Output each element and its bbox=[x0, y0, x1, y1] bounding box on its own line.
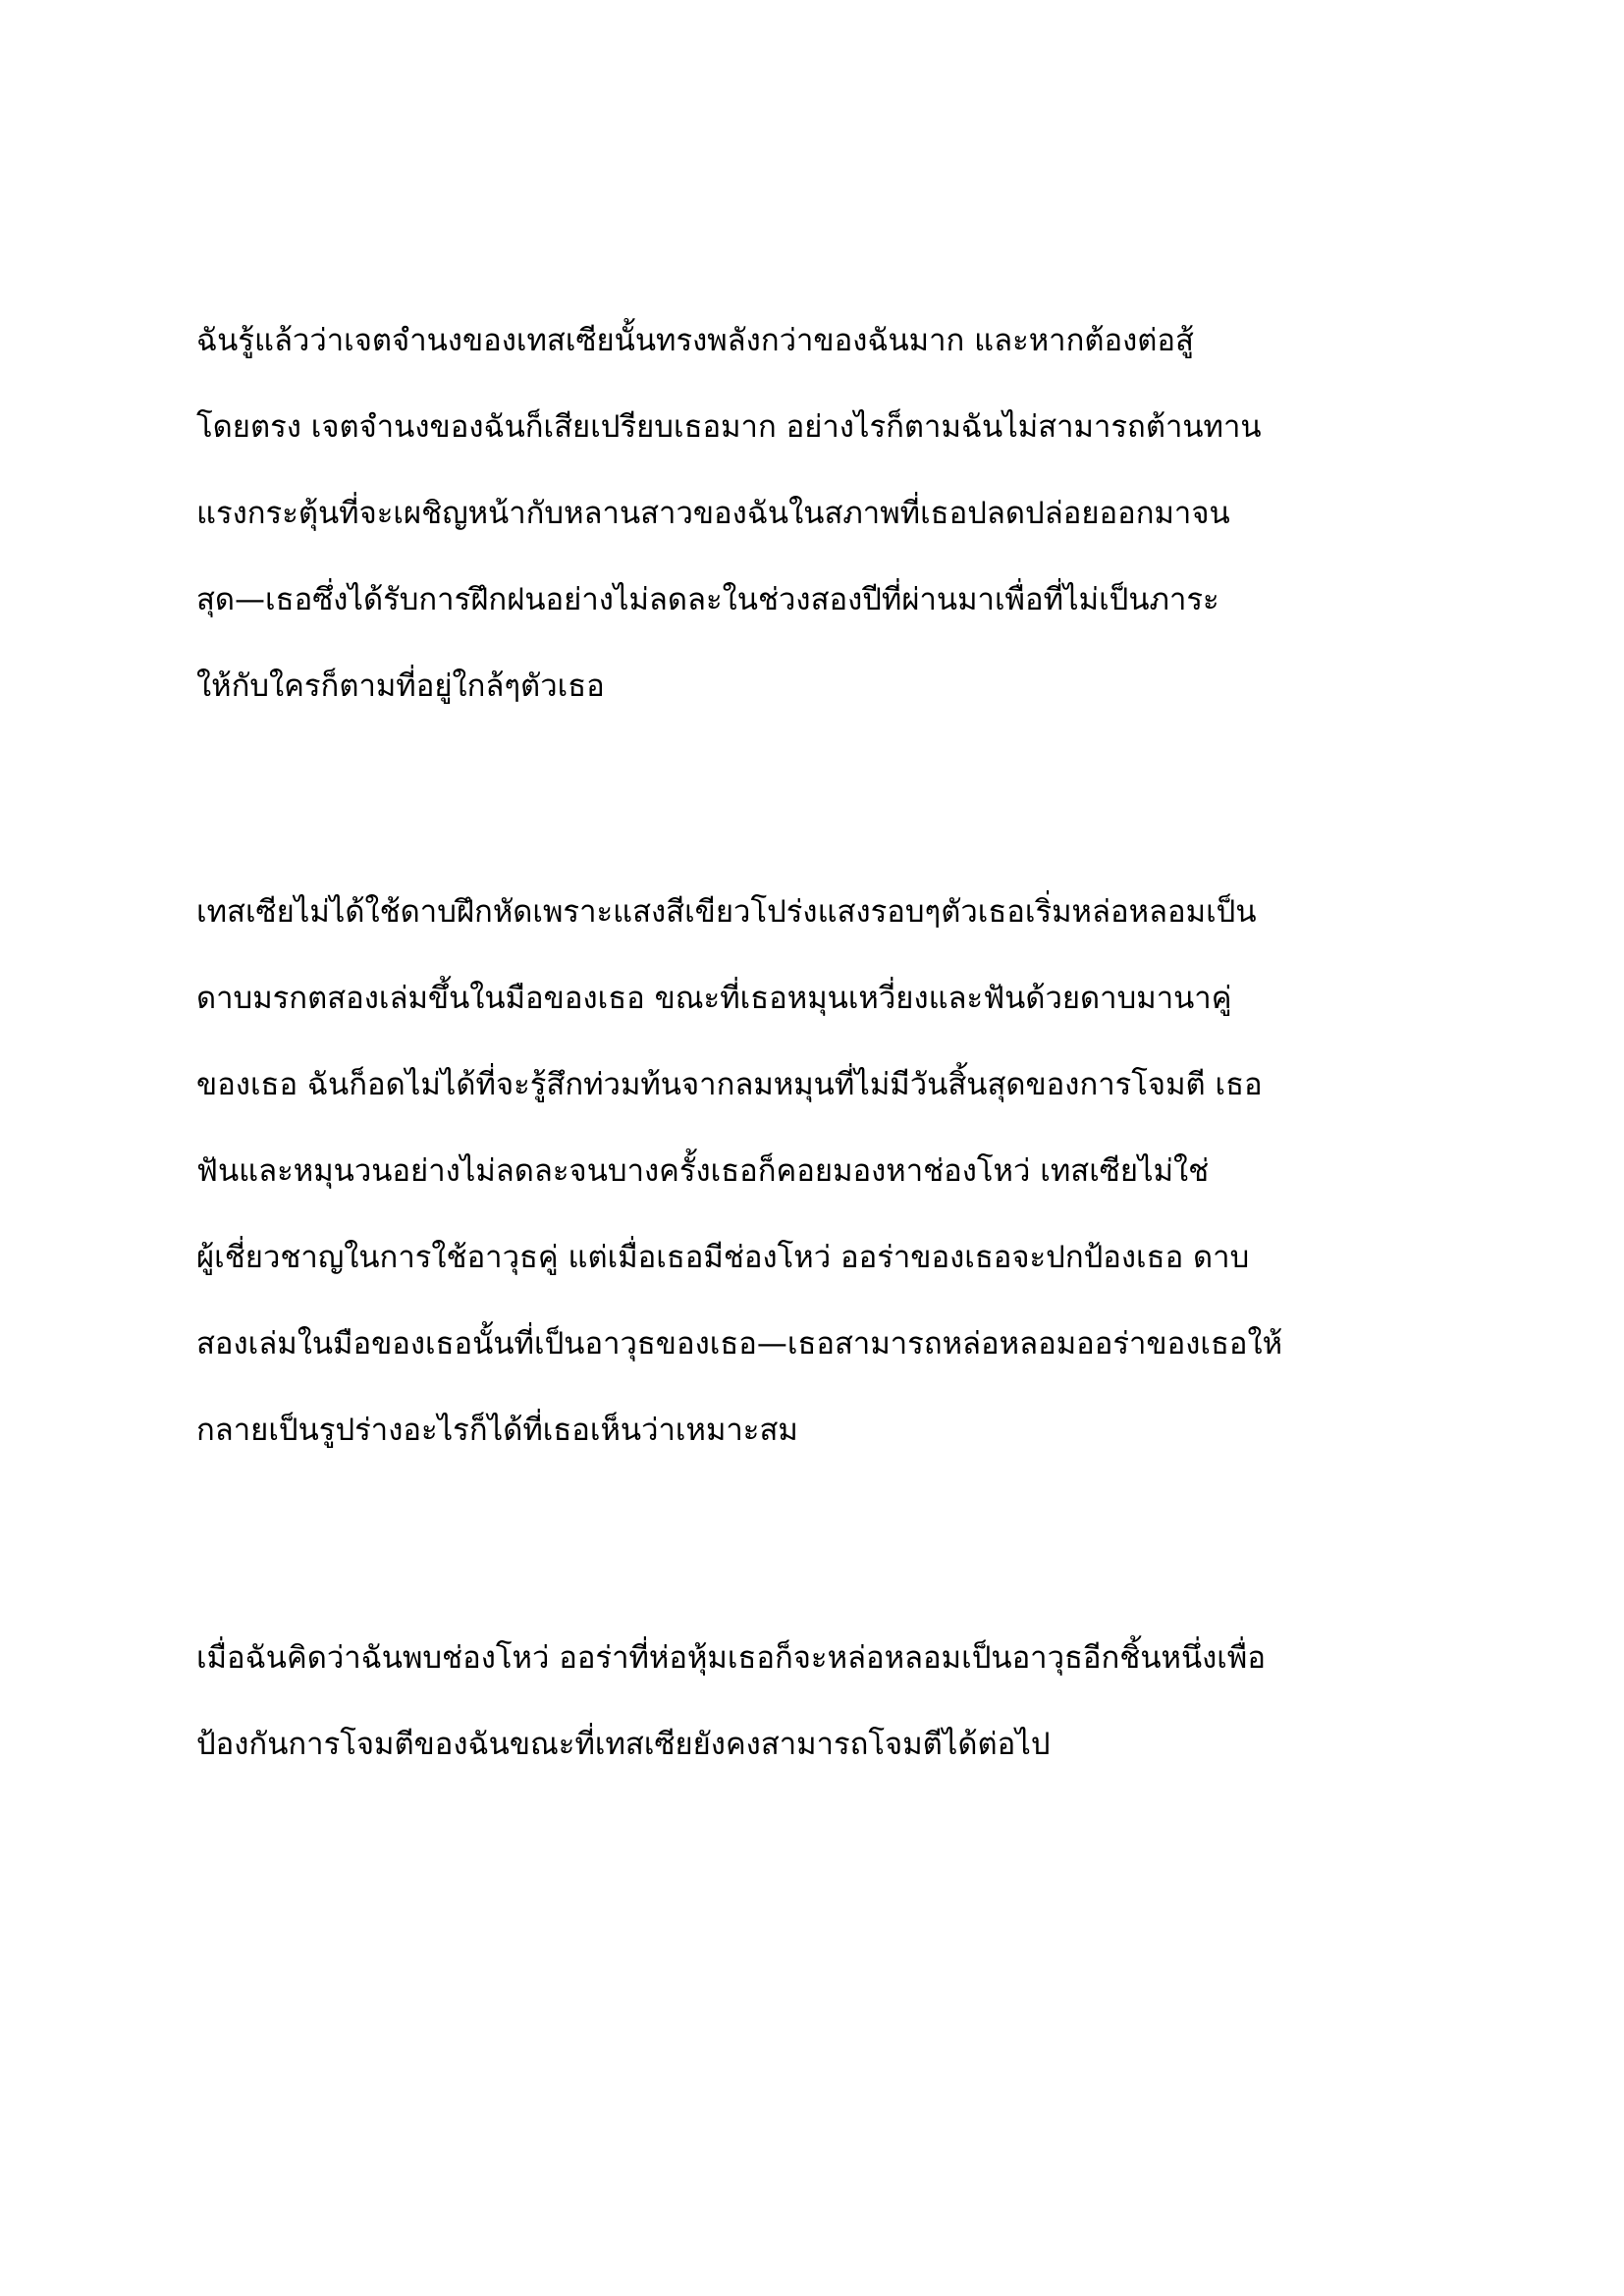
paragraph-1 bbox=[196, 297, 1262, 729]
paragraph-line: สุด—เธอซึ่งได้รับการฝึกฝนอย่างไม่ลดละในช่วงสองปีที่ผ่านมาเพื่อที่ไม่เป็นภาระ bbox=[196, 582, 1219, 617]
paragraph-line: เทสเซียไม่ได้ใช้ดาบฝึกหัดเพราะแสงสีเขียวโปร่งแสงรอบๆตัวเธอเริ่มหล่อหลอมเป็น bbox=[196, 894, 1257, 930]
paragraph-line: ฟันและหมุนวนอย่างไม่ลดละจนบางครั้งเธอก็คอยมองหาช่องโหว่ เทสเซียไม่ใช่ bbox=[196, 1153, 1210, 1189]
paragraph-line: ผู้เชี่ยวชาญในการใช้อาวุธคู่ แต่เมื่อเธอมีช่องโหว่ ออร่าของเธอจะปกป้องเธอ ดาบ bbox=[196, 1240, 1250, 1275]
paragraph-3 bbox=[196, 1615, 1266, 1788]
paragraph-line: ฉันรู้แล้วว่าเจตจำนงของเทสเซียนั้นทรงพลังกว่าของฉันมาก และหากต้องต่อสู้ bbox=[196, 323, 1194, 358]
paragraph-line: กลายเป็นรูปร่างอะไรก็ได้ที่เธอเห็นว่าเหมาะสม bbox=[196, 1413, 798, 1448]
paragraph-line: แรงกระตุ้นที่จะเผชิญหน้ากับหลานสาวของฉันในสภาพที่เธอปลดปล่อยออกมาจน bbox=[196, 496, 1230, 531]
paragraph-line: เมื่อฉันคิดว่าฉันพบช่องโหว่ ออร่าที่ห่อหุ้มเธอก็จะหล่อหลอมเป็นอาวุธอีกชิ้นหนึ่งเพื่อ bbox=[196, 1640, 1266, 1676]
paragraph-2 bbox=[196, 869, 1282, 1473]
paragraph-line: ดาบมรกตสองเล่มขึ้นในมือของเธอ ขณะที่เธอหมุนเหวี่ยงและฟันด้วยดาบมานาคู่ bbox=[196, 981, 1232, 1016]
paragraph-line: ให้กับใครก็ตามที่อยู่ใกล้ๆตัวเธอ bbox=[196, 668, 605, 704]
paragraph-line: ของเธอ ฉันก็อดไม่ได้ที่จะรู้สึกท่วมท้นจากลมหมุนที่ไม่มีวันสิ้นสุดของการโจมตี เธอ bbox=[196, 1067, 1263, 1102]
paragraph-line: ป้องกันการโจมตีของฉันขณะที่เทสเซียยังคงสามารถโจมตีได้ต่อไป bbox=[196, 1727, 1051, 1762]
paragraph-line: สองเล่มในมือของเธอนั้นที่เป็นอาวุธของเธอ—เธอสามารถหล่อหลอมออร่าของเธอให้ bbox=[196, 1326, 1283, 1362]
paragraph-line: โดยตรง เจตจำนงของฉันก็เสียเปรียบเธอมาก อย่างไรก็ตามฉันไม่สามารถต้านทาน bbox=[196, 409, 1262, 445]
